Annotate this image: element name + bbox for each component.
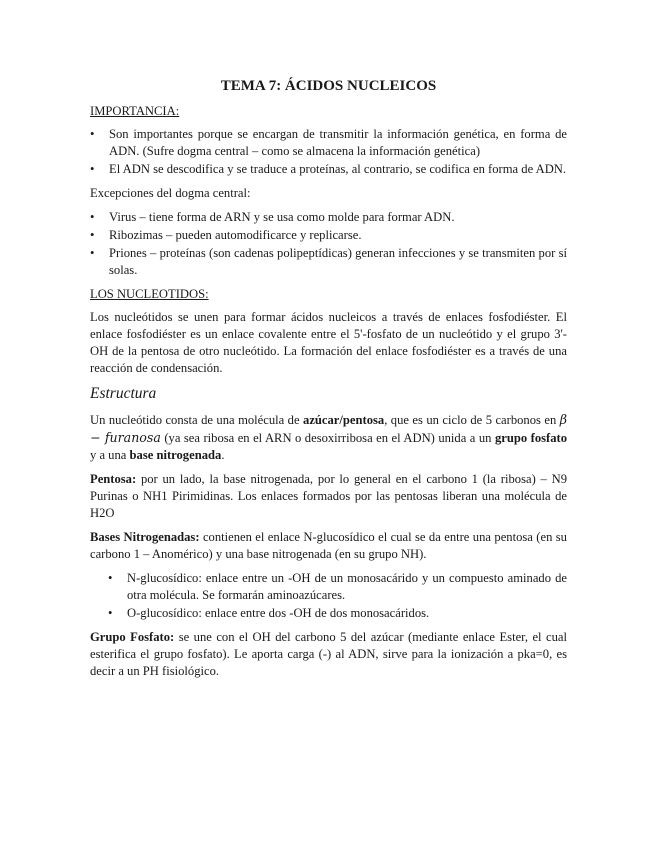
bold-term: base nitrogenada (129, 448, 222, 462)
page-title: TEMA 7: ÁCIDOS NUCLEICOS (220, 78, 437, 94)
list-item (108, 605, 567, 622)
nucleotidos-paragraph: Los nucleótidos se unen para formar ácidos nucleicos a través de enlaces fosfodiéster. El enlace fosfodiéster es un enlace covalente entre el 5'-fosfato de un nucleótido y el grupo 3'-OH de la pentosa de otro nucleótido. La formación del enlace fosfodiéster es a través de una reacción de condensación. (90, 310, 567, 375)
bases-list (90, 570, 567, 622)
bullet-icon: • (90, 210, 95, 224)
bases-label: Bases Nitrogenadas: (90, 530, 200, 544)
list-item (90, 227, 567, 244)
fosfato-text: se une con el OH del carbono 5 del azúcar (mediante enlace Ester, el cual esterifica el grupo fosfato). Le aporta carga (-) al ADN, sirve para la ionización a pka=0, es decir a un PH fisiológico. (90, 630, 567, 678)
text-run: y a una (90, 448, 130, 462)
fosfato-paragraph (90, 629, 567, 680)
estructura-paragraph (90, 411, 567, 464)
importancia-heading: IMPORTANCIA: (90, 104, 180, 118)
fosfato-label: Grupo Fosfato: (90, 630, 175, 644)
list-item-text: Virus – tiene forma de ARN y se usa como molde para formar ADN. (109, 210, 455, 224)
bullet-icon: • (108, 606, 113, 620)
list-item-text: Son importantes porque se encargan de transmitir la información genética, en forma de ADN. (Sufre dogma central – como se almacena la información genética) (109, 127, 567, 158)
bases-paragraph (90, 529, 567, 563)
pentosa-label: Pentosa: (90, 472, 137, 486)
list-item-text: Ribozimas – pueden automodificarce y replicarse. (109, 228, 362, 242)
text-run: Un nucleótido consta de una molécula de (90, 413, 304, 427)
list-item-text: El ADN se descodifica y se traduce a proteínas, al contrario, se codifica en forma de ADN. (109, 162, 567, 176)
list-item-text: N-glucosídico: enlace entre un -OH de un monosacárido y un compuesto aminado de otra molécula. Se formarán aminoazúcares. (127, 571, 567, 602)
bullet-icon: • (90, 162, 95, 176)
bullet-icon: • (90, 228, 95, 242)
importancia-list (90, 126, 567, 178)
excepciones-intro: Excepciones del dogma central: (90, 186, 251, 200)
estructura-heading: Estructura (90, 385, 157, 402)
bold-term: grupo fosfato (494, 431, 567, 445)
bullet-icon: • (90, 127, 95, 141)
excepciones-list (90, 209, 567, 279)
bullet-icon: • (108, 571, 113, 585)
list-item-text: O-glucosídico: enlace entre dos -OH de dos monosacáridos. (127, 606, 430, 620)
bullet-icon: • (90, 246, 95, 260)
list-item-text: Priones – proteínas (son cadenas polipeptídicas) generan infecciones y se transmiten por sí solas. (109, 246, 567, 277)
list-item (90, 245, 567, 279)
math-formula: β − furanosa (90, 412, 567, 445)
list-item (108, 570, 567, 604)
bases-text: contienen el enlace N-glucosídico el cual se da entre una pentosa (en su carbono 1 – Anomérico) y una base nitrogenada (en su grupo NH). (90, 530, 567, 561)
list-item (90, 209, 567, 226)
text-run: (ya sea ribosa en el ARN o desoxirribosa en el ADN) unida a un (160, 431, 495, 445)
list-item (90, 161, 567, 178)
text-run: . (221, 448, 225, 462)
list-item (90, 126, 567, 160)
bold-term: azúcar/pentosa (303, 413, 385, 427)
nucleotidos-heading: LOS NUCLEOTIDOS: (90, 287, 209, 301)
pentosa-paragraph (90, 471, 567, 522)
text-run: , que es un ciclo de 5 carbonos en (384, 413, 560, 427)
pentosa-text: por un lado, la base nitrogenada, por lo general en el carbono 1 (la ribosa) – N9 Purinas o NH1 Pirimidinas. Los enlaces formados por las pentosas liberan una molécula de H2O (90, 472, 567, 520)
